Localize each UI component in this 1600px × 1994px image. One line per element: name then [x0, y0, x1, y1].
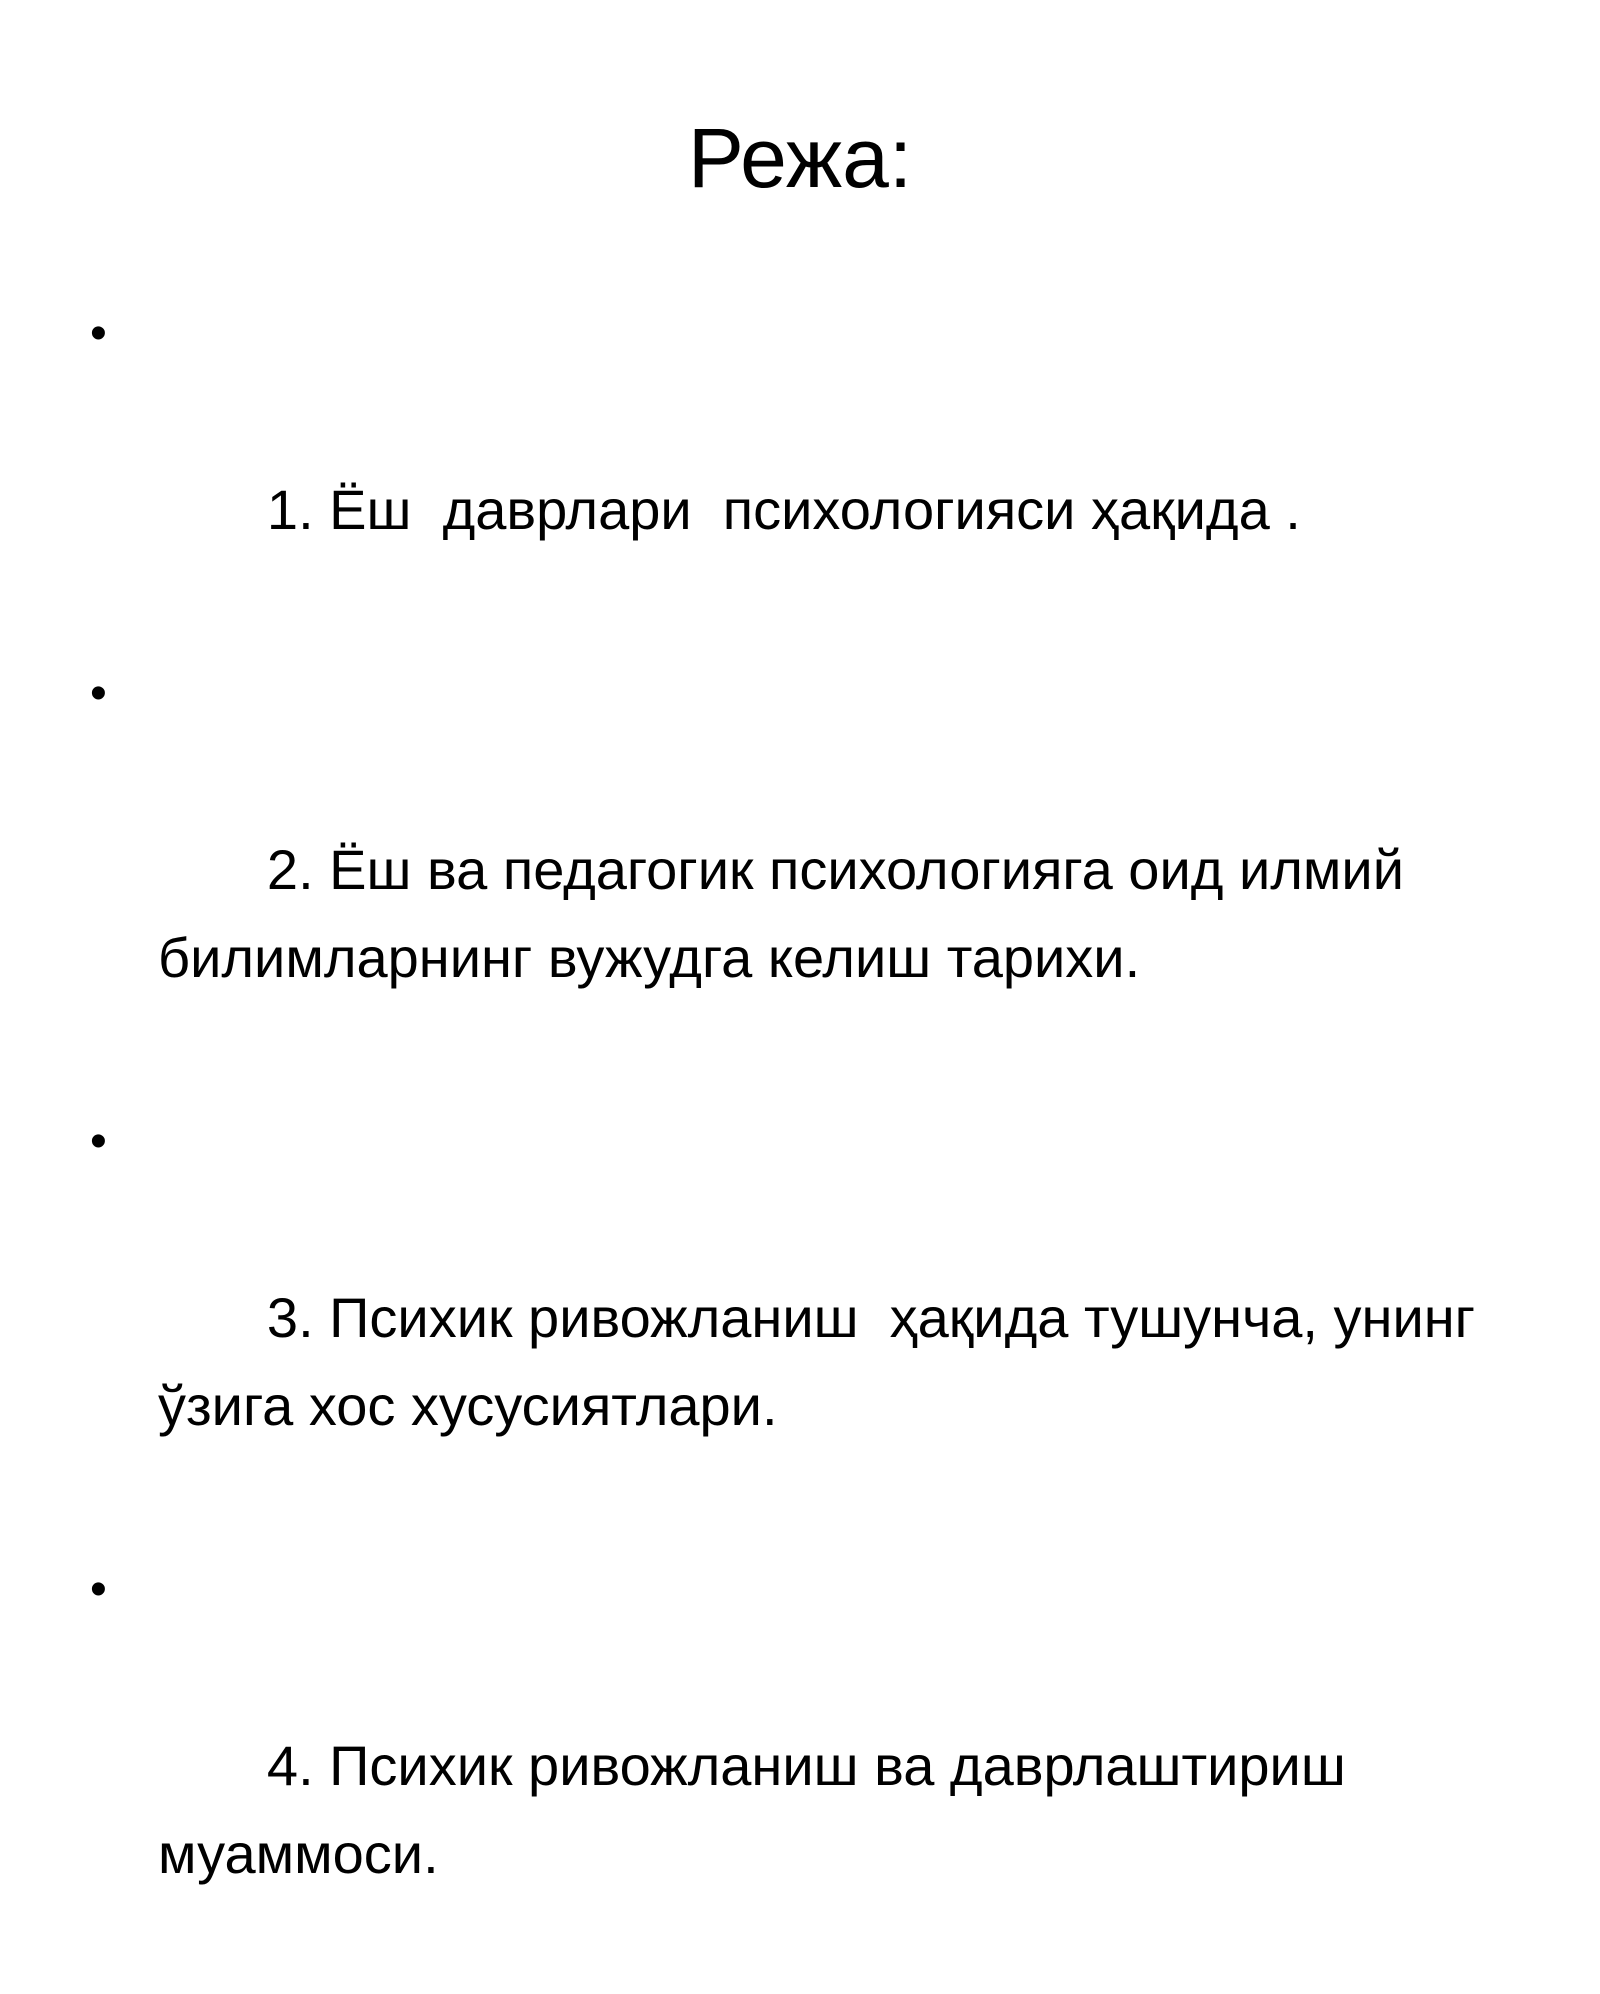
list-item — [90, 650, 1530, 1090]
list-item-text: 4. Психик ривожланиш ва даврлаштириш муаммоси. — [158, 1734, 1362, 1885]
bullet-icon: • — [90, 307, 107, 360]
bullet-list — [90, 290, 1530, 1994]
bullet-icon: • — [90, 667, 107, 720]
list-item-text: 2. Ёш ва педагогик психологияга оид илмий билимларнинг вужудга келиш тарихи. — [158, 838, 1420, 989]
list-item — [90, 290, 1530, 642]
list-item-text: 3. Психик ривожланиш ҳақида тушунча, унинг ўзига хос хусусиятлари. — [158, 1286, 1491, 1437]
list-item — [90, 1546, 1530, 1986]
list-item-text: 1. Ёш даврлари психологияси ҳақида . — [251, 478, 1301, 541]
bullet-icon: • — [90, 1563, 107, 1616]
slide-title: Режа: — [687, 111, 913, 205]
list-item — [90, 1098, 1530, 1538]
bullet-icon: • — [90, 1115, 107, 1168]
